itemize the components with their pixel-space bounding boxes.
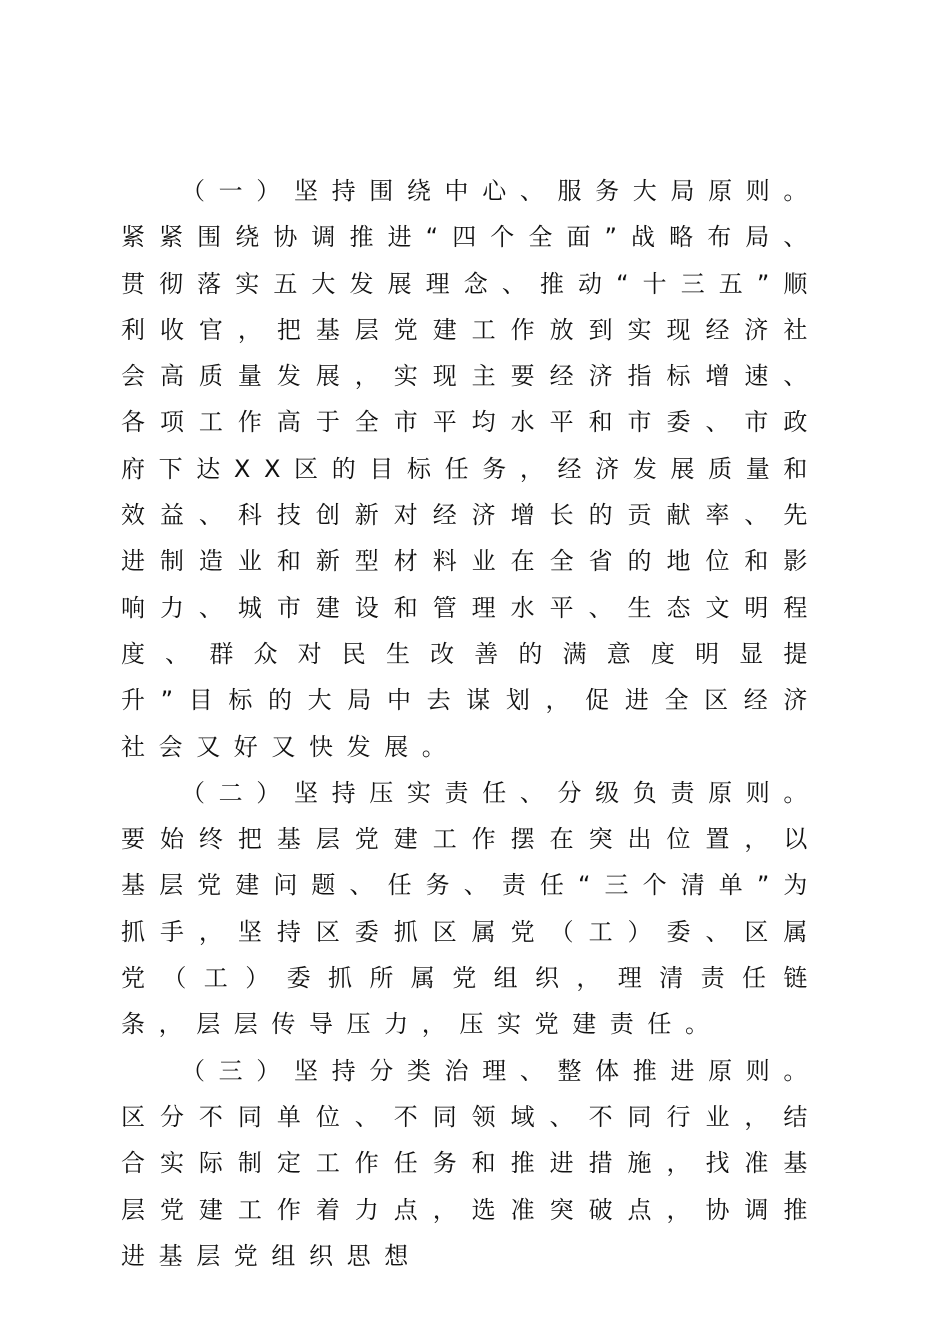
paragraph-principle-3: （三）坚持分类治理、整体推进原则。区分不同单位、不同领域、不同行业，结合实际制定工作任务和推进措施，找准基层党建工作着力点，选准突破点，协调推进基层党组织思想 bbox=[121, 1056, 821, 1270]
document-body bbox=[121, 168, 821, 1279]
paragraph-principle-1: （一）坚持围绕中心、服务大局原则。紧紧围绕协调推进“四个全面”战略布局、贯彻落实五大发展理念、推动“十三五”顺利收官，把基层党建工作放到实现经济社会高质量发展，实现主要经济指标增速、各项工作高于全市平均水平和市委、市政府下达XX区的目标任务，经济发展质量和效益、科技创新对经济增长的贡献率、先进制造业和新型材料业在全省的地位和影响力、城市建设和管理水平、生态文明程度、群众对民生改善的满意度明显提升”目标的大局中去谋划，促进全区经济社会又好又快发展。 bbox=[121, 177, 821, 761]
paragraph-principle-2: （二）坚持压实责任、分级负责原则。要始终把基层党建工作摆在突出位置，以基层党建问题、任务、责任“三个清单”为抓手，坚持区委抓区属党（工）委、区属党（工）委抓所属党组织，理清责任链条，层层传导压力，压实党建责任。 bbox=[121, 778, 821, 1039]
